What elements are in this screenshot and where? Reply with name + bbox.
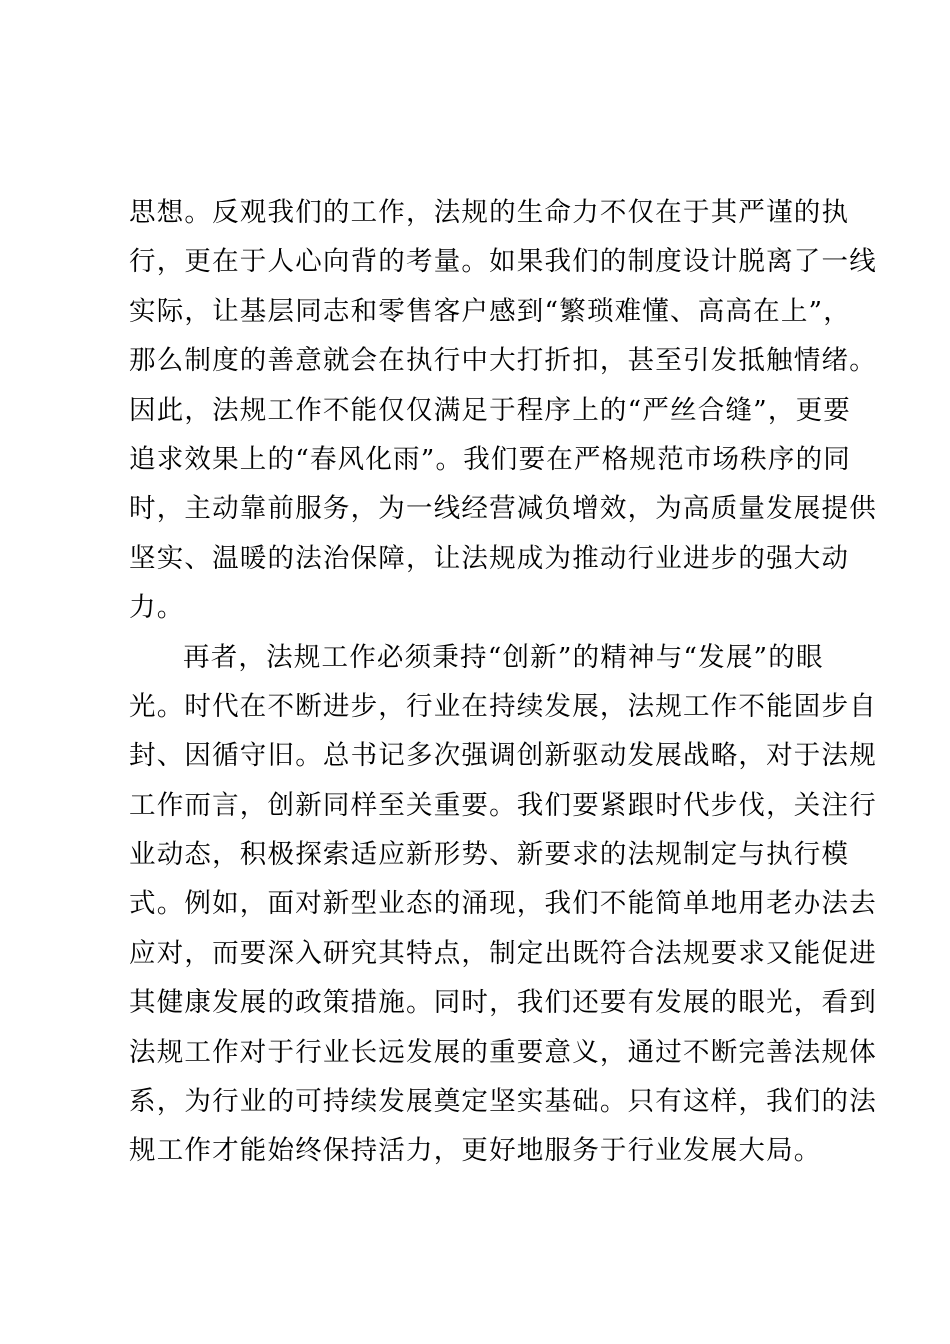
- text-line: 时，主动靠前服务，为一线经营减负增效，为高质量发展提供: [129, 493, 877, 525]
- text-line: 追求效果上的“春风化雨”。我们要在严格规范市场秩序的同: [129, 443, 851, 475]
- text-line: 业动态，积极探索适应新形势、新要求的法规制定与执行模: [129, 839, 850, 871]
- text-line: 实际，让基层同志和零售客户感到“繁琐难懂、高高在上”，: [129, 295, 851, 327]
- text-line: 坚实、温暖的法治保障，让法规成为推动行业进步的强大动: [129, 542, 850, 574]
- text-line-first-indented: 再者，法规工作必须秉持“创新”的精神与“发展”的眼: [183, 641, 824, 673]
- text-line: 思想。反观我们的工作，法规的生命力不仅在于其严谨的执: [129, 197, 850, 228]
- text-line: 式。例如，面对新型业态的涌现，我们不能简单地用老办法去: [129, 888, 877, 920]
- text-line: 其健康发展的政策措施。同时，我们还要有发展的眼光，看到: [129, 987, 877, 1019]
- text-line: 系，为行业的可持续发展奠定坚实基础。只有这样，我们的法: [129, 1086, 877, 1118]
- text-line: 因此，法规工作不能仅仅满足于程序上的“严丝合缝”，更要: [129, 394, 851, 426]
- text-line: 法规工作对于行业长远发展的重要意义，通过不断完善法规体: [129, 1036, 877, 1068]
- text-line-last: 力。: [129, 592, 185, 624]
- body-text: [129, 188, 877, 1176]
- text-line: 那么制度的善意就会在执行中大打折扣，甚至引发抵触情绪。: [129, 345, 877, 377]
- text-line-last: 规工作才能始终保持活力，更好地服务于行业发展大局。: [129, 1135, 822, 1167]
- text-line: 封、因循守旧。总书记多次强调创新驱动发展战略，对于法规: [129, 740, 877, 772]
- paragraph-2: [129, 633, 877, 1176]
- text-line: 行，更在于人心向背的考量。如果我们的制度设计脱离了一线: [129, 246, 877, 278]
- text-line: 光。时代在不断进步，行业在持续发展，法规工作不能固步自: [129, 690, 877, 722]
- paragraph-1: [129, 188, 877, 633]
- text-line: 应对，而要深入研究其特点，制定出既符合法规要求又能促进: [129, 937, 877, 969]
- text-line: 工作而言，创新同样至关重要。我们要紧跟时代步伐，关注行: [129, 789, 877, 821]
